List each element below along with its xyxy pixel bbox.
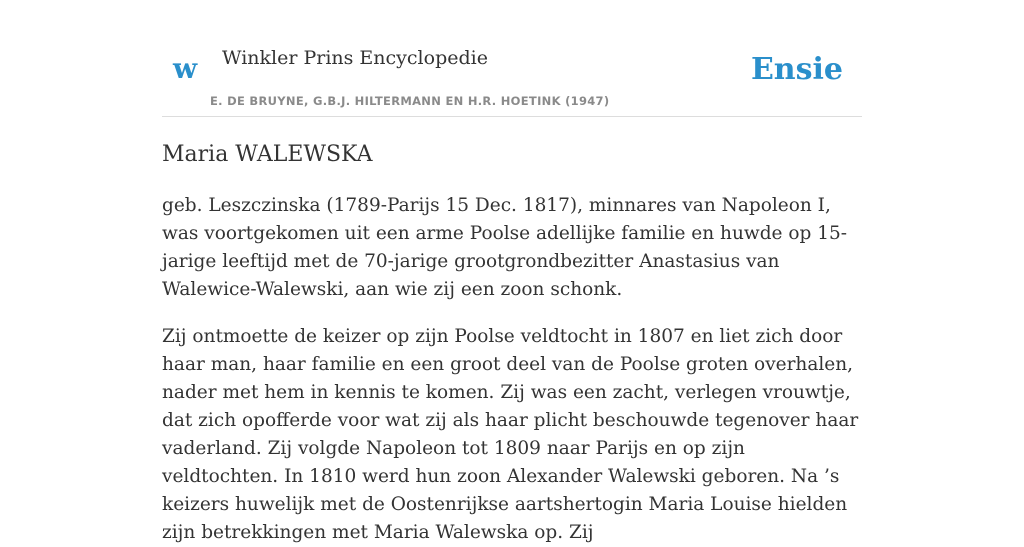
article-title: Maria WALEWSKA (162, 142, 373, 167)
source-authors: E. DE BRUYNE, G.B.J. HILTERMANN EN H.R. HOETINK (1947) (210, 94, 610, 108)
site-title[interactable]: Winkler Prins Encyclopedie (222, 47, 488, 69)
site-header (162, 0, 862, 117)
article-paragraph: Zij ontmoette de keizer op zijn Poolse veldtocht in 1807 en liet zich door haar man, haar familie en een groot deel van de Poolse groten overhalen, nader met hem in kennis te komen. Zij was een zacht, verlegen vrouwtje, dat zich opofferde voor wat zij als haar plicht beschouwde tegenover haar vaderland. Zij volgde Napoleon tot 1809 naar Parijs en op zijn veldtochten. In 1810 werd hun zoon Alexander Walewski geboren. Na ’s keizers huwelijk met de Oostenrijkse aartshertogin Maria Louise hielden zijn betrekkingen met Maria Walewska op. Zij (162, 326, 859, 543)
page (162, 0, 862, 543)
site-logo[interactable]: w (173, 52, 198, 85)
article-paragraph: geb. Leszczinska (1789-Parijs 15 Dec. 1817), minnares van Napoleon I, was voortgekomen uit een arme Poolse adellijke familie en huwde op 15-jarige leeftijd met de 70-jarige grootgrondbezitter Anastasius van Walewice-Walewski, aan wie zij een zoon schonk. (162, 195, 848, 300)
ensie-brand-logo[interactable]: Ensie (750, 52, 843, 87)
